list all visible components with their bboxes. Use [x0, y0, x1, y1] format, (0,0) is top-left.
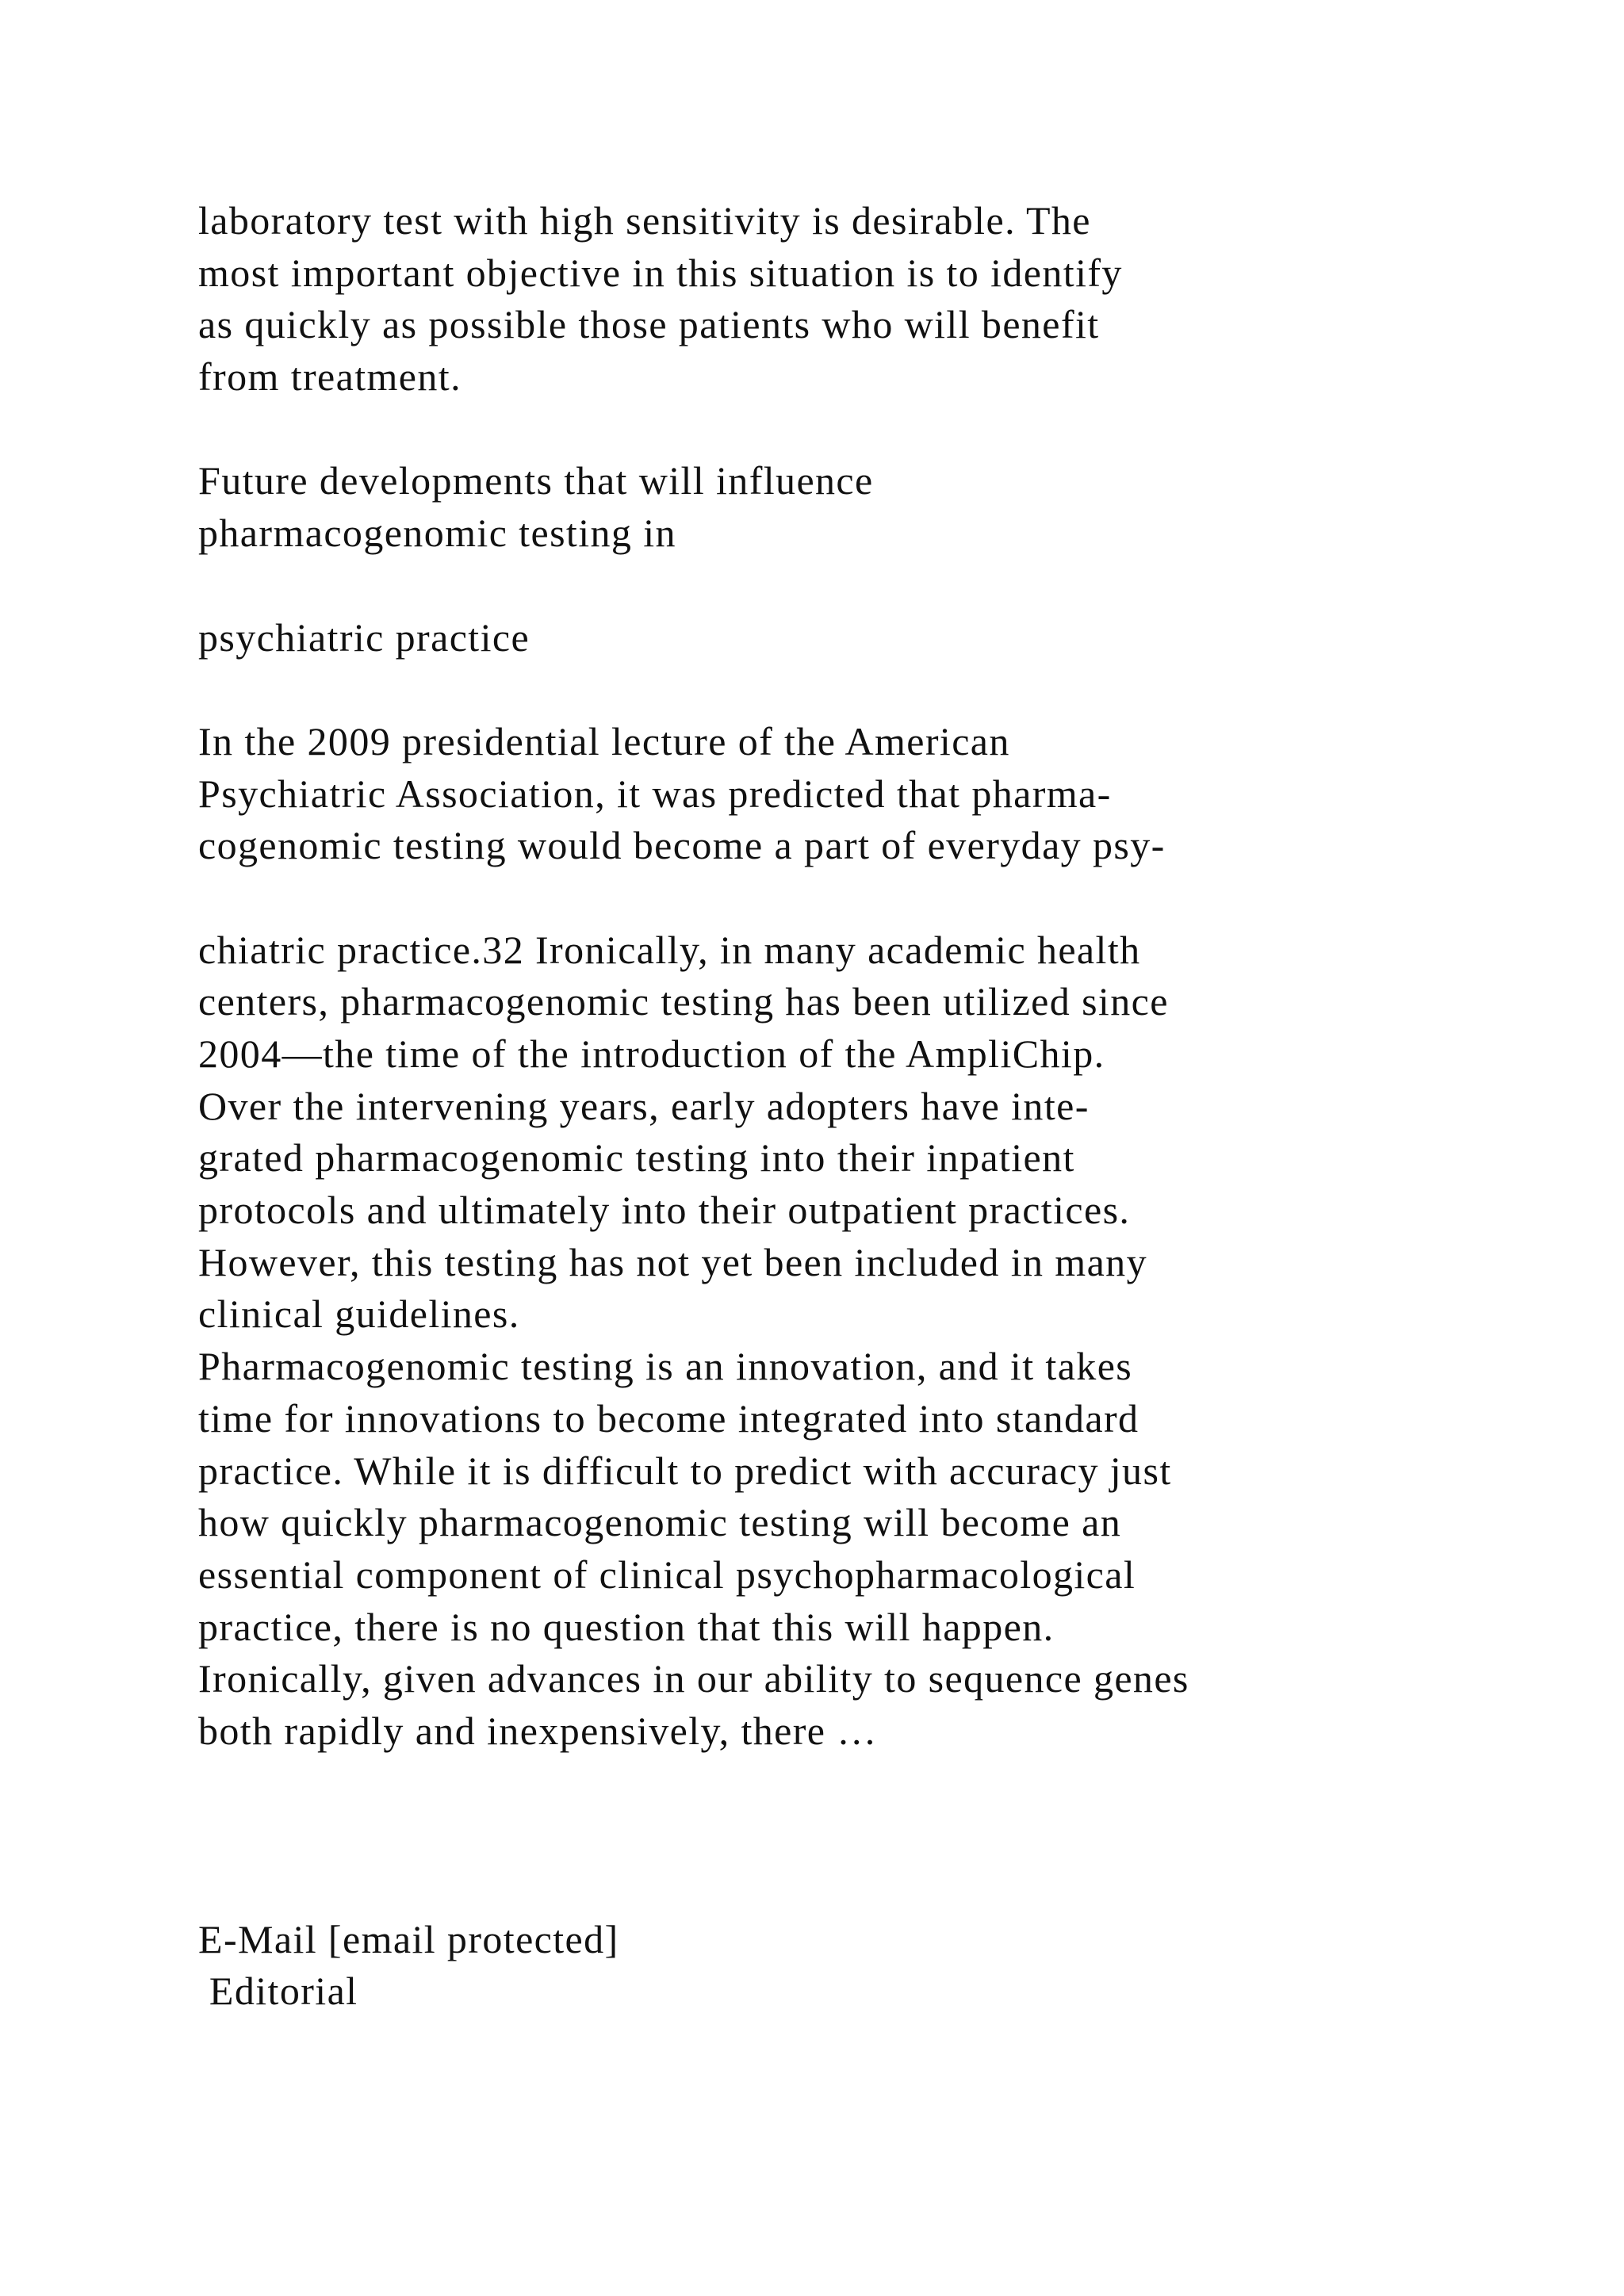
- text-line: chiatric practice.32 Ironically, in many academic health: [198, 927, 1141, 972]
- text-line: Over the intervening years, early adopters have inte-: [198, 1083, 1090, 1128]
- paragraph-3: [198, 924, 1546, 1758]
- text-line: time for innovations to become integrated into standard: [198, 1395, 1139, 1441]
- text-line: from treatment.: [198, 354, 462, 400]
- text-line: both rapidly and inexpensively, there …: [198, 1708, 878, 1753]
- heading-continuation: psychiatric practice: [198, 614, 530, 660]
- text-line: practice, there is no question that this will happen.: [198, 1604, 1055, 1649]
- section-heading: [198, 455, 1546, 559]
- text-line: centers, pharmacogenomic testing has been utilized since: [198, 979, 1169, 1024]
- email-line: E-Mail [email protected]: [198, 1916, 619, 1961]
- text-line: cogenomic testing would become a part of everyday psy-: [198, 823, 1166, 868]
- text-line: Ironically, given advances in our ability to sequence genes: [198, 1656, 1189, 1701]
- spacer: [198, 404, 1546, 456]
- footer: [198, 1914, 1546, 2018]
- text-line: practice. While it is difficult to predict with accuracy just: [198, 1448, 1172, 1493]
- spacer: [198, 560, 1546, 612]
- heading-line: pharmacogenomic testing in: [198, 511, 676, 556]
- text-line: clinical guidelines.: [198, 1292, 520, 1337]
- text-line: laboratory test with high sensitivity is desirable. The: [198, 198, 1091, 243]
- spacer: [198, 1758, 1546, 1914]
- paragraph-2: [198, 716, 1546, 872]
- text-line: how quickly pharmacogenomic testing will become an: [198, 1500, 1122, 1545]
- text-line: grated pharmacogenomic testing into their inpatient: [198, 1135, 1075, 1181]
- text-line: Psychiatric Association, it was predicted that pharma-: [198, 771, 1112, 816]
- spacer: [198, 872, 1546, 924]
- text-line: 2004—the time of the introduction of the AmpliChip.: [198, 1031, 1105, 1076]
- text-line: most important objective in this situation is to identify: [198, 250, 1123, 295]
- text-line: as quickly as possible those patients who will benefit: [198, 302, 1100, 347]
- editorial-label: Editorial: [198, 1969, 358, 2014]
- text-line: In the 2009 presidential lecture of the American: [198, 718, 1010, 763]
- paragraph-1: [198, 195, 1546, 404]
- text-line: essential component of clinical psychopharmacological: [198, 1552, 1136, 1597]
- spacer: [198, 664, 1546, 716]
- text-line: protocols and ultimately into their outpatient practices.: [198, 1188, 1131, 1233]
- text-line: Pharmacogenomic testing is an innovation, and it takes: [198, 1344, 1133, 1389]
- document-body: [198, 195, 1546, 2018]
- text-line: However, this testing has not yet been included in many: [198, 1239, 1147, 1284]
- heading-line: Future developments that will influence: [198, 458, 874, 503]
